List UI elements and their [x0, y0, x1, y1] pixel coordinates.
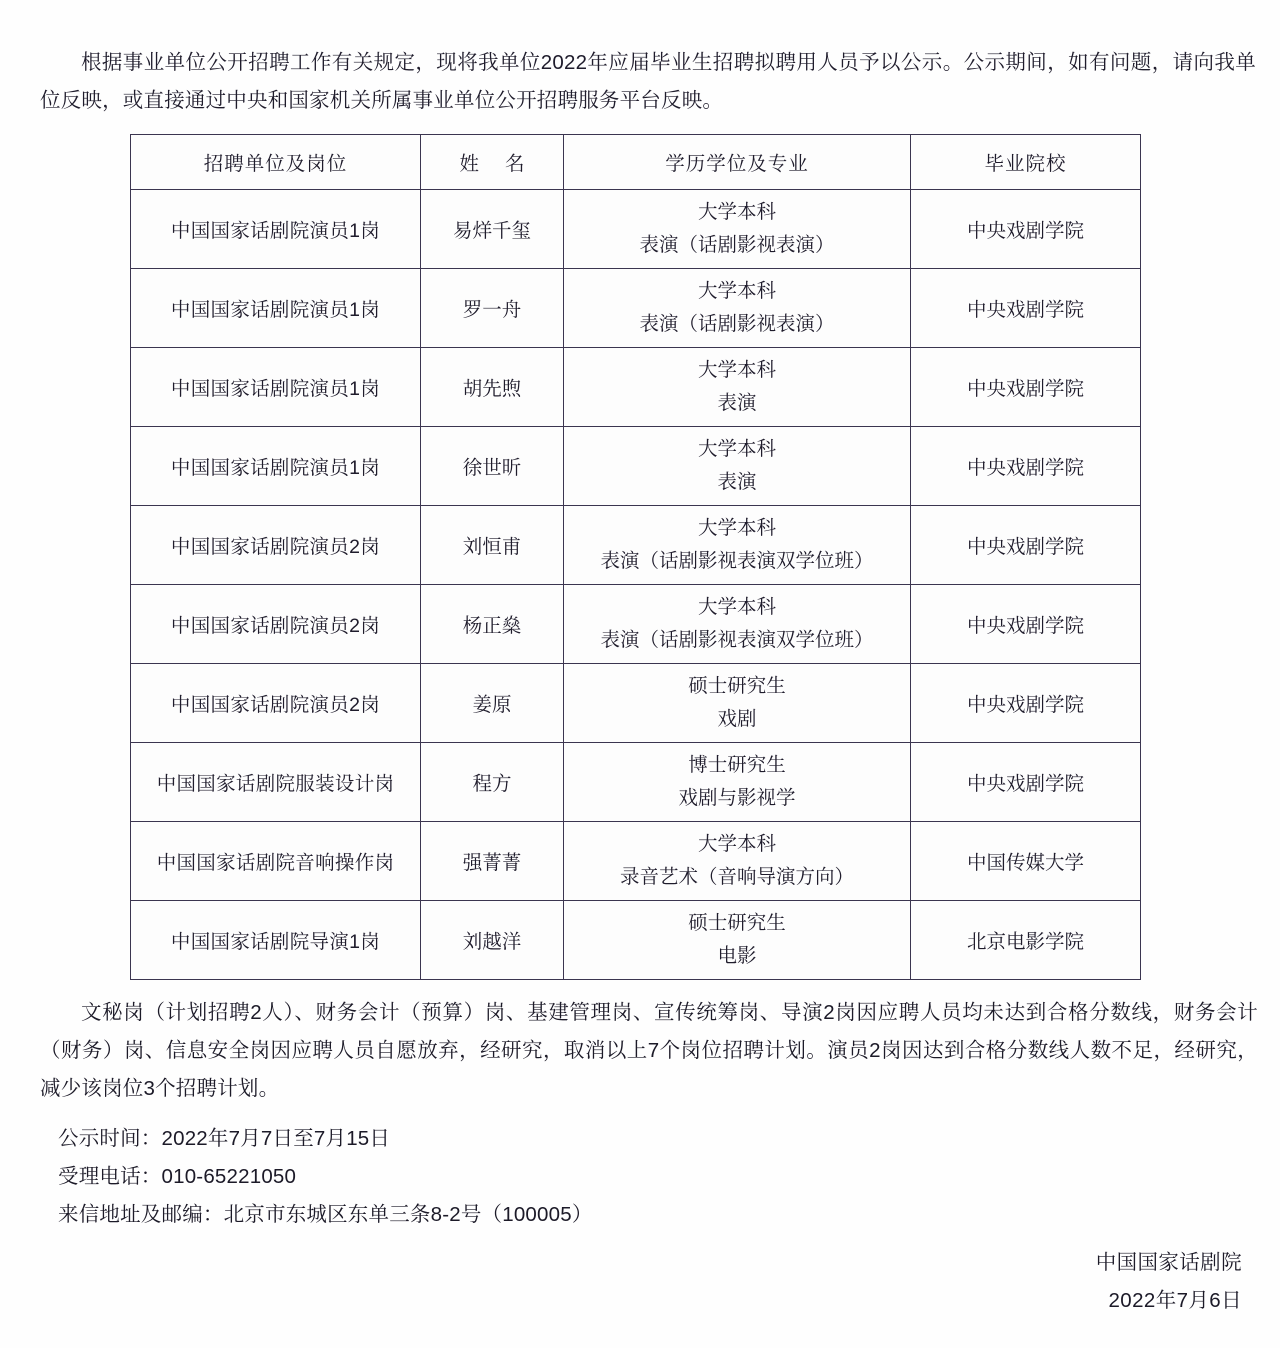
signature-organization: 中国国家话剧院 [1095, 1251, 1242, 1274]
table-row [131, 348, 1141, 427]
cell-school: 中央戏剧学院 [911, 664, 1141, 743]
column-header-name-char1: 姓 [459, 153, 479, 175]
cell-degree: 大学本科 [697, 833, 776, 855]
cell-school: 中央戏剧学院 [911, 348, 1141, 427]
cell-degree: 大学本科 [697, 438, 776, 460]
table-row [131, 506, 1141, 585]
cell-name: 刘恒甫 [421, 506, 564, 585]
cell-school: 中央戏剧学院 [911, 190, 1141, 269]
column-header-unit: 招聘单位及岗位 [131, 135, 421, 190]
cell-unit: 中国国家话剧院音响操作岗 [131, 822, 421, 901]
column-header-name-char2: 名 [505, 153, 525, 175]
cell-name: 杨正燊 [421, 585, 564, 664]
cell-unit: 中国国家话剧院演员1岗 [131, 427, 421, 506]
cell-unit: 中国国家话剧院演员2岗 [131, 506, 421, 585]
cell-school: 中央戏剧学院 [911, 585, 1141, 664]
cell-school: 中央戏剧学院 [911, 427, 1141, 506]
cell-unit: 中国国家话剧院演员2岗 [131, 585, 421, 664]
cell-major [564, 822, 911, 901]
cell-school: 北京电影学院 [911, 901, 1141, 980]
table-row [131, 427, 1141, 506]
intro-paragraph: 根据事业单位公开招聘工作有关规定，现将我单位2022年应届毕业生招聘拟聘用人员予以公示。公示期间，如有问题，请向我单位反映，或直接通过中央和国家机关所属事业单位公开招聘服务平台反映。 [40, 51, 1256, 112]
cell-name: 徐世昕 [421, 427, 564, 506]
cell-name: 刘越洋 [421, 901, 564, 980]
cell-unit: 中国国家话剧院演员1岗 [131, 190, 421, 269]
cell-major [564, 348, 911, 427]
table-header-row [131, 135, 1141, 190]
cell-major [564, 664, 911, 743]
roster-table-container [0, 120, 1280, 980]
table-row [131, 822, 1141, 901]
cell-school: 中央戏剧学院 [911, 269, 1141, 348]
cell-name: 程方 [421, 743, 564, 822]
table-row [131, 901, 1141, 980]
table-row [131, 190, 1141, 269]
cell-unit: 中国国家话剧院导演1岗 [131, 901, 421, 980]
cell-field: 戏剧 [717, 708, 757, 730]
cell-degree: 硕士研究生 [688, 675, 786, 697]
cell-field: 表演 [717, 392, 757, 414]
cell-name: 胡先煦 [421, 348, 564, 427]
cell-degree: 大学本科 [697, 359, 776, 381]
cell-major [564, 506, 911, 585]
signature-block [1096, 1244, 1242, 1320]
cell-degree: 大学本科 [697, 201, 776, 223]
cell-major [564, 743, 911, 822]
cell-major [564, 269, 911, 348]
cell-unit: 中国国家话剧院服装设计岗 [131, 743, 421, 822]
contact-info-item: 受理电话：010-65221050 [58, 1165, 297, 1188]
cell-unit: 中国国家话剧院演员2岗 [131, 664, 421, 743]
column-header-school: 毕业院校 [911, 135, 1141, 190]
cell-unit: 中国国家话剧院演员1岗 [131, 269, 421, 348]
cell-degree: 大学本科 [697, 280, 776, 302]
cell-field: 电影 [717, 945, 757, 967]
contact-info-list [0, 1108, 1280, 1234]
column-header-name [421, 135, 564, 190]
cell-field: 表演（话剧影视表演） [639, 313, 835, 335]
cell-field: 表演（话剧影视表演双学位班） [600, 550, 874, 572]
cell-major [564, 901, 911, 980]
cell-field: 表演（话剧影视表演双学位班） [600, 629, 874, 651]
cell-field: 表演 [717, 471, 757, 493]
cell-name: 易烊千玺 [421, 190, 564, 269]
cell-major [564, 190, 911, 269]
cell-major [564, 585, 911, 664]
table-header [131, 135, 1141, 190]
cell-degree: 硕士研究生 [688, 912, 786, 934]
cell-name: 姜原 [421, 664, 564, 743]
table-row [131, 269, 1141, 348]
cell-school: 中国传媒大学 [911, 822, 1141, 901]
roster-table [130, 134, 1141, 980]
cell-degree: 大学本科 [697, 517, 776, 539]
cell-school: 中央戏剧学院 [911, 506, 1141, 585]
cell-major [564, 427, 911, 506]
cell-degree: 大学本科 [697, 596, 776, 618]
signature-date: 2022年7月6日 [1108, 1289, 1242, 1312]
cell-field: 录音艺术（音响导演方向） [619, 866, 854, 888]
contact-info-item: 公示时间：2022年7月7日至7月15日 [58, 1127, 391, 1150]
cell-degree: 博士研究生 [688, 754, 786, 776]
cell-unit: 中国国家话剧院演员1岗 [131, 348, 421, 427]
cell-name: 罗一舟 [421, 269, 564, 348]
contact-info-item: 来信地址及邮编：北京市东城区东单三条8-2号（100005） [58, 1203, 593, 1226]
column-header-major: 学历学位及专业 [564, 135, 911, 190]
cell-name: 强菁菁 [421, 822, 564, 901]
cell-school: 中央戏剧学院 [911, 743, 1141, 822]
cell-field: 戏剧与影视学 [678, 787, 796, 809]
table-row [131, 585, 1141, 664]
notes-paragraph: 文秘岗（计划招聘2人）、财务会计（预算）岗、基建管理岗、宣传统筹岗、导演2岗因应聘人员均未达到合格分数线，财务会计（财务）岗、信息安全岗因应聘人员自愿放弃，经研究，取消以上7个岗位招聘计划。演员2岗因达到合格分数线人数不足，经研究，减少该岗位3个招聘计划。 [40, 1001, 1258, 1100]
cell-field: 表演（话剧影视表演） [639, 234, 835, 256]
table-body [131, 190, 1141, 980]
table-row [131, 743, 1141, 822]
table-row [131, 664, 1141, 743]
